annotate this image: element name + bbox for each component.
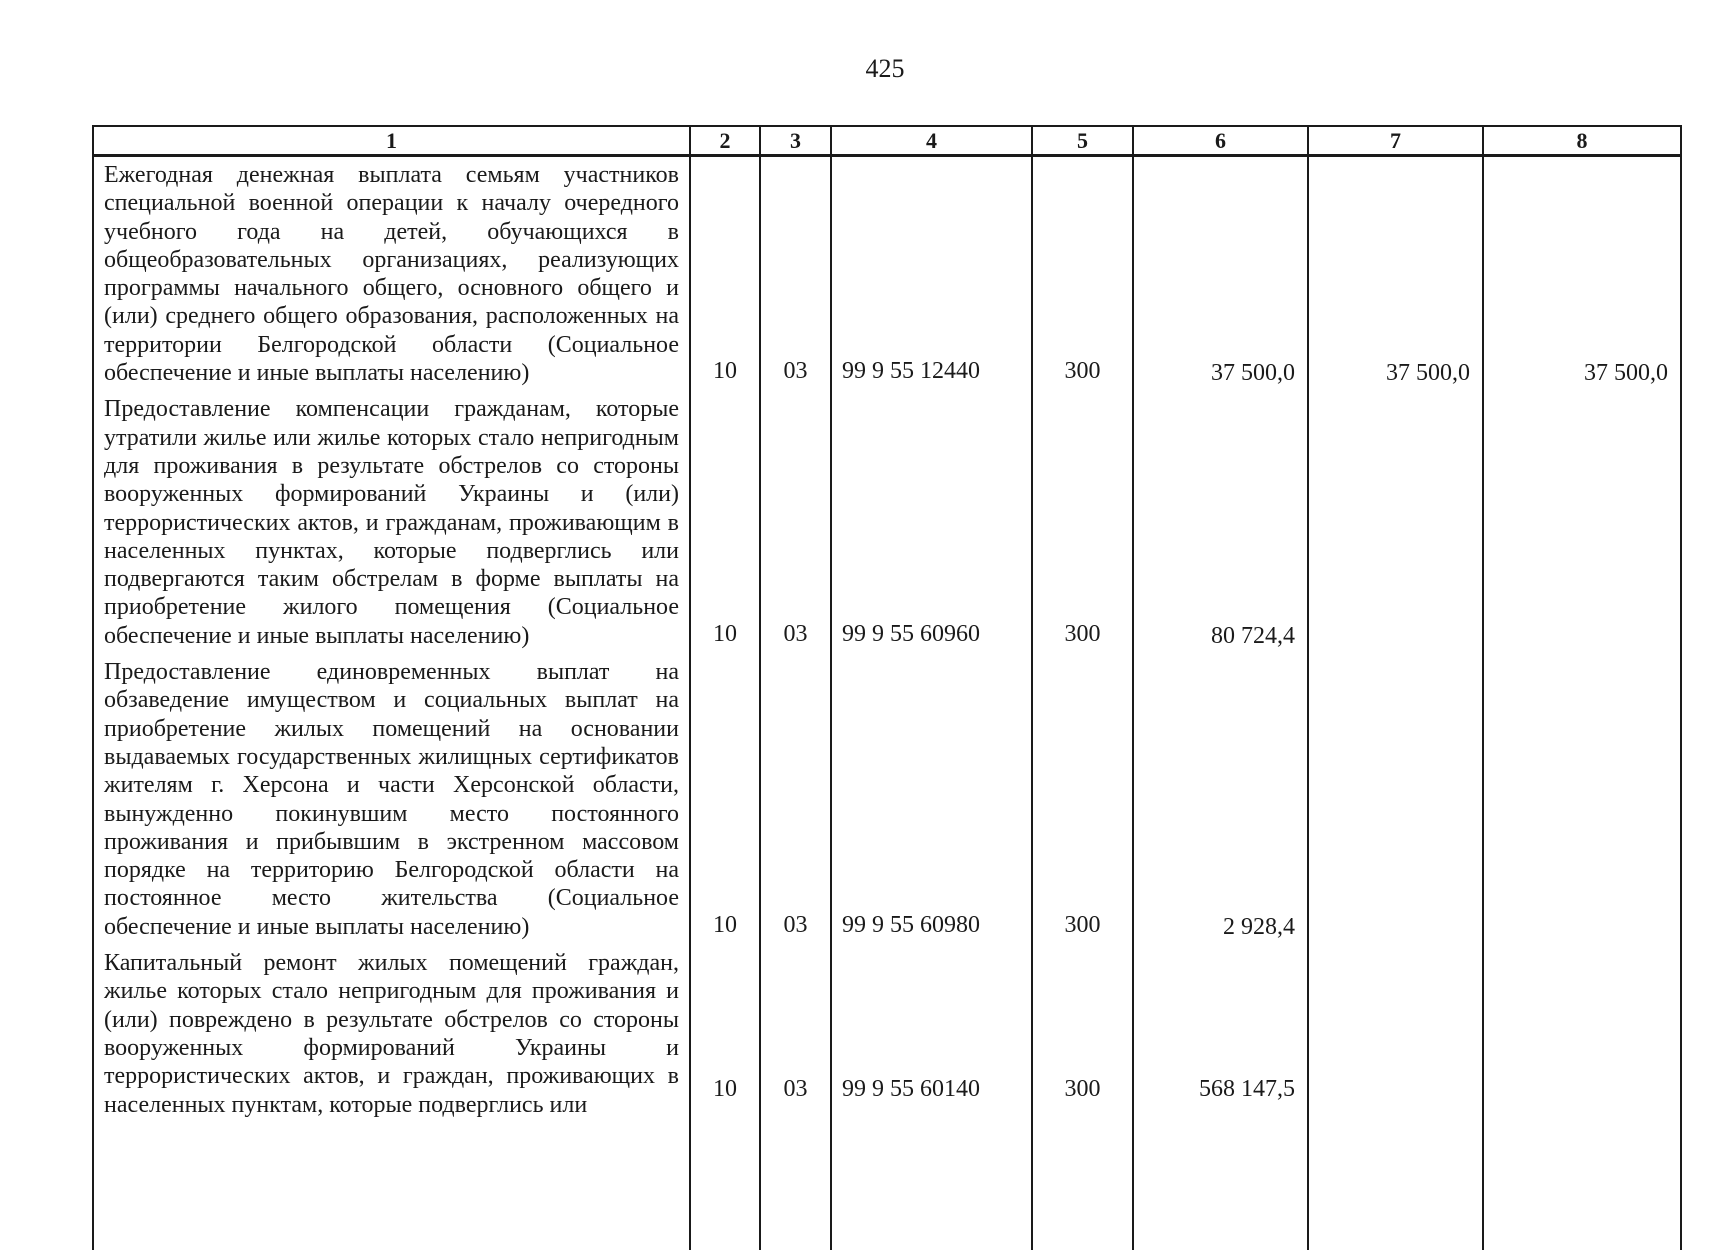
page-number: 425 [865, 54, 905, 83]
row-target-code: 99 9 55 12440 [831, 156, 1032, 392]
row-section: 10 [690, 654, 760, 945]
header-col-2: 2 [690, 126, 760, 156]
row-amount-year-2 [1308, 945, 1483, 1250]
row-description: Ежегодная денежная выплата семьям участников специальной военной операции к началу очередного учебного года на детей, обучающихся в общеобразовательных организациях, реализующих программы начального общего, основного общего и (или) среднего общего образования, расположенных на территории Белгородской области (Социальное обеспечение и иные выплаты населению) [93, 156, 690, 392]
header-col-3: 3 [760, 126, 831, 156]
row-expense-type: 300 [1032, 654, 1133, 945]
header-col-7: 7 [1308, 126, 1483, 156]
row-amount-year-1: 2 928,4 [1133, 654, 1308, 945]
table-row [93, 654, 1681, 945]
row-amount-year-2 [1308, 654, 1483, 945]
row-amount-year-3: 37 500,0 [1483, 156, 1681, 392]
row-expense-type: 300 [1032, 156, 1133, 392]
row-amount-year-3 [1483, 391, 1681, 654]
header-col-6: 6 [1133, 126, 1308, 156]
row-target-code: 99 9 55 60960 [831, 391, 1032, 654]
row-amount-year-3 [1483, 654, 1681, 945]
row-target-code: 99 9 55 60980 [831, 654, 1032, 945]
header-col-5: 5 [1032, 126, 1133, 156]
row-subsection: 03 [760, 156, 831, 392]
row-section: 10 [690, 156, 760, 392]
row-expense-type: 300 [1032, 391, 1133, 654]
row-amount-year-2: 37 500,0 [1308, 156, 1483, 392]
row-description: Предоставление компенсации гражданам, которые утратили жилье или жилье которых стало непригодным для проживания в результате обстрелов со стороны вооруженных формирований Украины и (или) террористических актов, и гражданам, проживающим в населенных пунктах, которые подверглись или подвергаются таким обстрелам в форме выплаты на приобретение жилого помещения (Социальное обеспечение и иные выплаты населению) [93, 391, 690, 654]
row-subsection: 03 [760, 945, 831, 1250]
budget-table [92, 125, 1682, 1250]
row-amount-year-1: 37 500,0 [1133, 156, 1308, 392]
row-amount-year-2 [1308, 391, 1483, 654]
row-amount-year-1: 80 724,4 [1133, 391, 1308, 654]
table-row [93, 156, 1681, 392]
table-row [93, 945, 1681, 1250]
row-target-code: 99 9 55 60140 [831, 945, 1032, 1250]
row-description: Капитальный ремонт жилых помещений граждан, жилье которых стало непригодным для проживания и (или) повреждено в результате обстрелов со стороны вооруженных формирований Украины и террористических актов, и граждан, проживающих в населенных пунктам, которые подверглись или [93, 945, 690, 1250]
row-section: 10 [690, 945, 760, 1250]
row-subsection: 03 [760, 654, 831, 945]
row-expense-type: 300 [1032, 945, 1133, 1250]
row-subsection: 03 [760, 391, 831, 654]
header-col-1: 1 [93, 126, 690, 156]
table-row [93, 391, 1681, 654]
header-col-8: 8 [1483, 126, 1681, 156]
row-section: 10 [690, 391, 760, 654]
header-row [93, 126, 1681, 156]
row-description: Предоставление единовременных выплат на обзаведение имуществом и социальных выплат на приобретение жилых помещений на основании выдаваемых государственных жилищных сертификатов жителям г. Херсона и части Херсонской области, вынужденно покинувшим место постоянного проживания и прибывшим в экстренном массовом порядке на территорию Белгородской области на постоянное место жительства (Социальное обеспечение и иные выплаты населению) [93, 654, 690, 945]
row-amount-year-3 [1483, 945, 1681, 1250]
row-amount-year-1: 568 147,5 [1133, 945, 1308, 1250]
header-col-4: 4 [831, 126, 1032, 156]
